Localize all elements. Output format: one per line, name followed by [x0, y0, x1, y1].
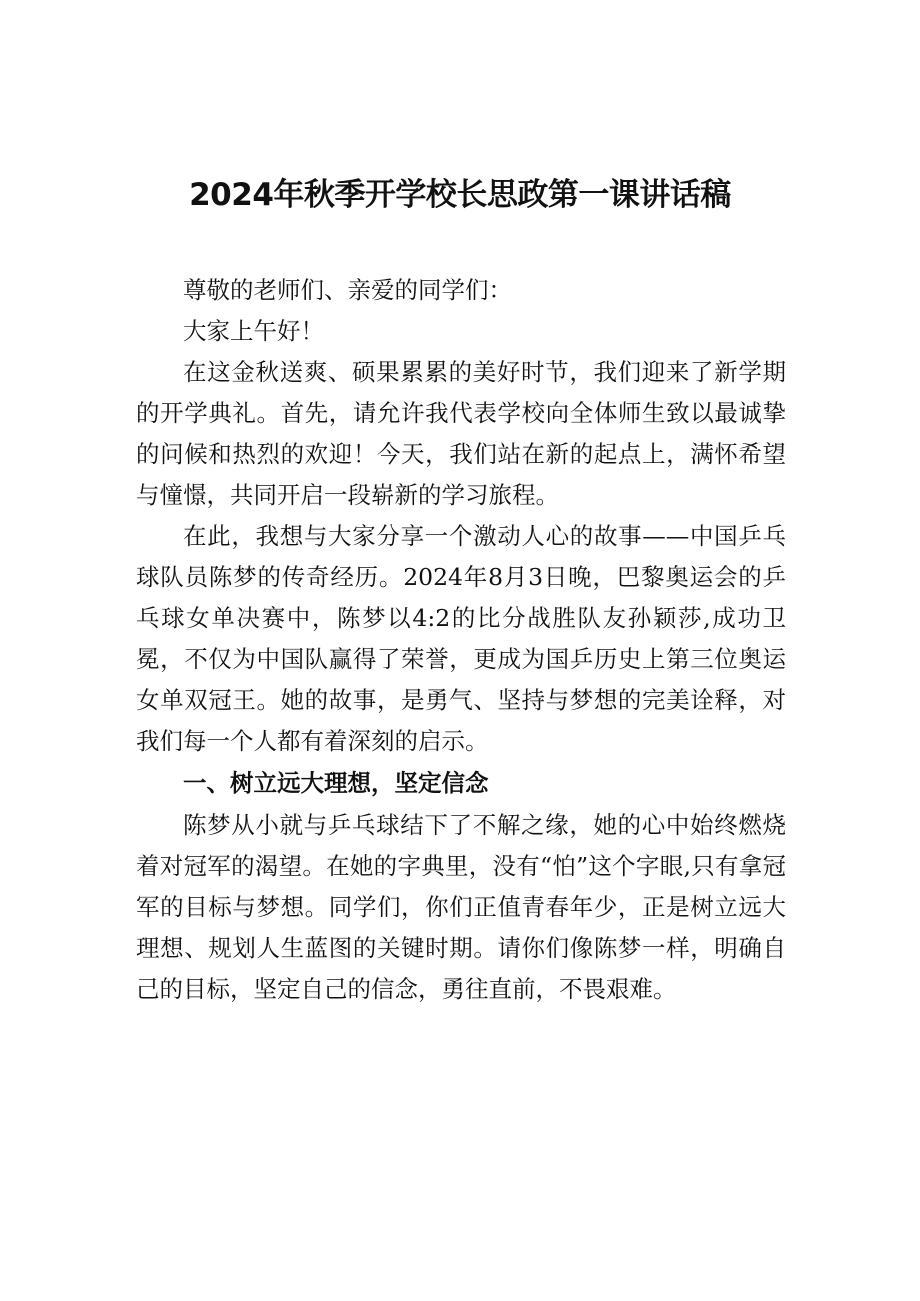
story-paragraph: 在此，我想与大家分享一个激动人心的故事——中国乒乓球队员陈梦的传奇经历。2024年8月3日晚，巴黎奥运会的乒乓球女单决赛中，陈梦以4:2的比分战胜队友孙颖莎,成功卫冕，不仅为中国队赢得了荣誉，更成为国乒历史上第三位奥运女单双冠王。她的故事，是勇气、坚持与梦想的完美诠释，对我们每一个人都有着深刻的启示。	[136, 522, 786, 755]
opening-paragraph: 在这金秋送爽、硕果累累的美好时节，我们迎来了新学期的开学典礼。首先，请允许我代表学校向全体师生致以最诚挚的问候和热烈的欢迎！今天，我们站在新的起点上，满怀希望与憧憬，共同开启一段崭新的学习旅程。	[136, 358, 786, 509]
document-body	[136, 270, 786, 1010]
salutation: 尊敬的老师们、亲爱的同学们：	[183, 276, 512, 304]
document-title: 2024年秋季开学校长思政第一课讲话稿	[189, 177, 731, 213]
section-paragraph: 陈梦从小就与乒乓球结下了不解之缘，她的心中始终燃烧着对冠军的渴望。在她的字典里，没有“怕”这个字眼,只有拿冠军的目标与梦想。同学们，你们正值青春年少，正是树立远大理想、规划人生蓝图的关键时期。请你们像陈梦一样，明确自己的目标，坚定自己的信念，勇往直前，不畏艰难。	[136, 811, 786, 1003]
section-heading: 一、树立远大理想，坚定信念	[183, 769, 489, 797]
greeting: 大家上午好！	[183, 317, 324, 345]
